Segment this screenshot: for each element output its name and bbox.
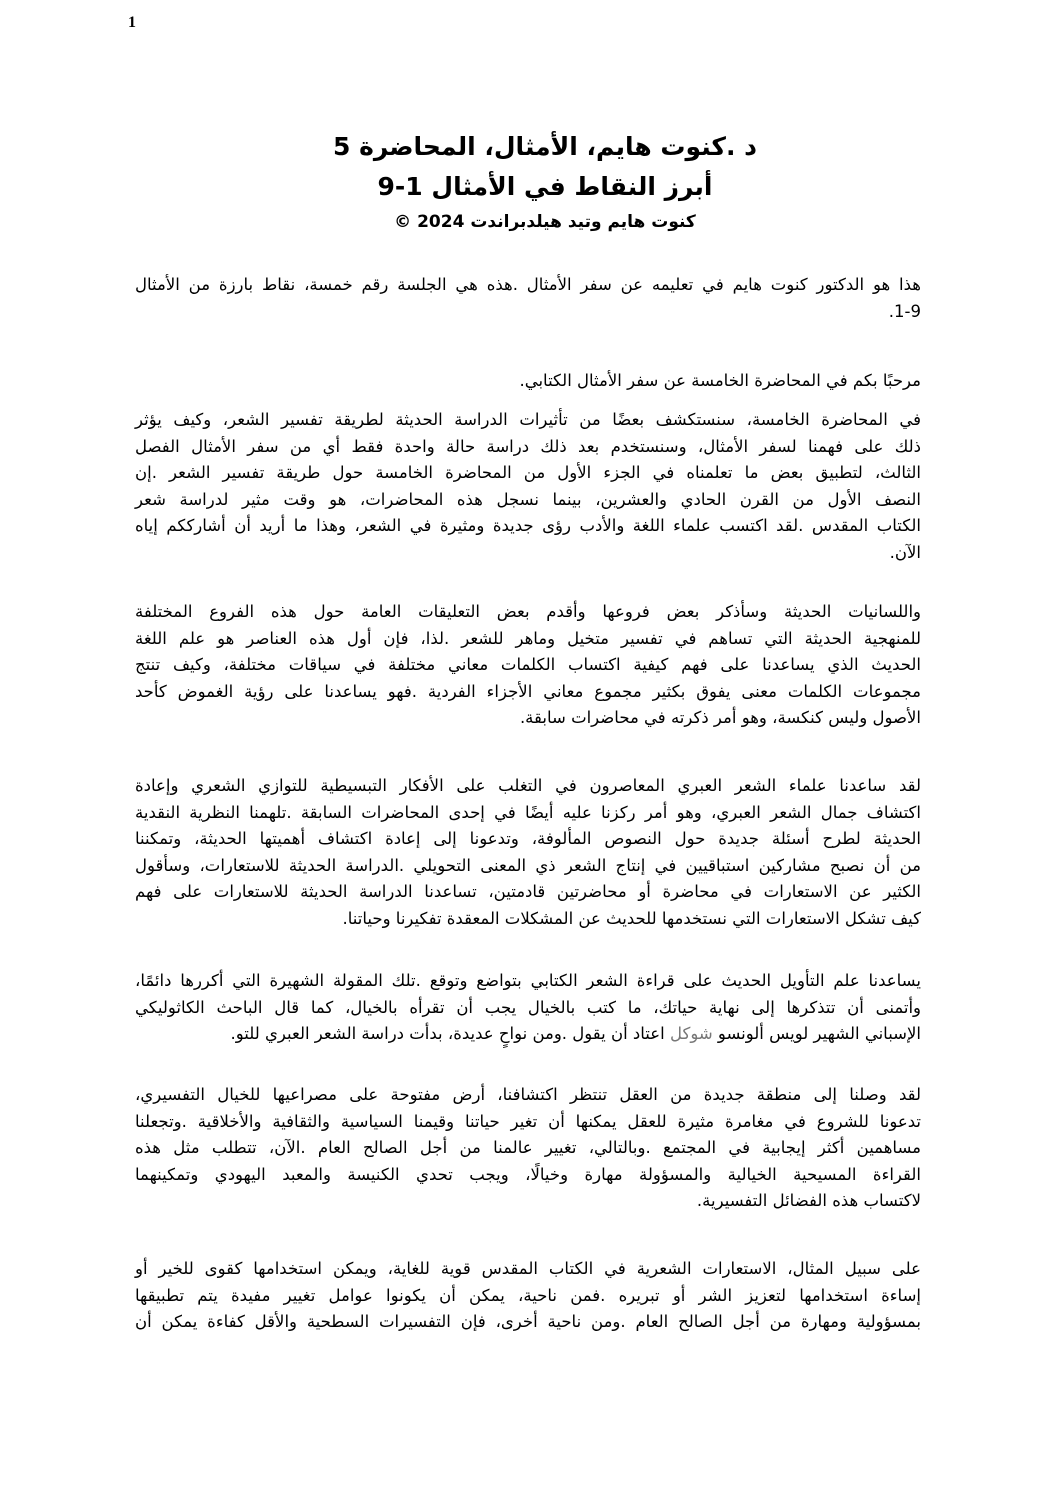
text-line: الكثير عن الاستعارات في محاضرة أو محاضرتين قادمتين، تساعدنا الدراسة الحديثة للاستعارات على فهم [135,882,921,902]
text-line: واللسانيات الحديثة وسأذكر بعض فروعها وأقدم بعض التعليقات العامة حول هذه الفروع المختلفة [135,602,921,621]
text-line: لاكتساب هذه الفضائل التفسيرية. [696,1191,921,1211]
text-line: في المحاضرة الخامسة، سنستكشف بعضًا من تأثيرات الدراسة الحديثة لطريقة تفسير الشعر، وكيف يؤثر [135,410,921,429]
text-line: الآن. [889,542,921,562]
text-line: تدعونا للشروع في مغامرة مثيرة للعقل يمكنها أن تغير حياتنا وقيمنا السياسية والثقافية والأخلاقية .وتجعلنا [135,1111,921,1131]
text-line: الحديثة لطرح أسئلة جديدة حول النصوص المألوفة، وتدعونا إلى إعادة اكتشاف أهميتها الحديثة، وتمكننا [135,829,921,849]
paragraph-2 [135,368,921,395]
text-line: ذلك على فهمنا لسفر الأمثال، وسنستخدم بعد ذلك دراسة حالة واحدة فقط أي من سفر الأمثال الفصل [135,436,921,456]
text-line: الحديث الذي يساعدنا على فهم كيفية اكتساب الكلمات معاني مختلفة في سياقات مختلفة، وكيف تنتج [135,655,921,675]
text-line: الثالث، لتطبيق بعض ما تعلمناه في الجزء الأول من المحاضرة الخامسة حول طريقة تفسير الشعر .إن [135,463,921,483]
text-line [135,1021,921,1048]
text-line: هذا هو الدكتور كنوت هايم في تعليمه عن سفر الأمثال .هذه هي الجلسة رقم خمسة، نقاط بارزة من الأمثال [135,275,921,294]
text-line: من أن نصبح مشاركين استباقيين في إنتاج الشعر ذي المعنى التحويلي .الدراسة الحديثة للاستعارات، وسأقول [135,855,921,875]
copyright-line: كنوت هايم وتيد هيلدبراندت 2024 © [394,212,696,232]
text-line: لقد ساعدنا علماء الشعر العبري المعاصرون في التغلب على الأفكار التبسيطية للتوازي الشعري وإعادة [135,776,921,795]
text-line: للمنهجية الحديثة التي تساهم في تفسير متخيل وماهر للشعر .لذا، فإن أول هذه العناصر هو علم اللغة [135,628,921,648]
text-line: على سبيل المثال، الاستعارات الشعرية في الكتاب المقدس قوية للغاية، ويمكن استخدامها كقوى للخير أو [135,1259,921,1278]
text-line: إساءة استخدامها لتعزيز الشر أو تبريره .فمن ناحية، يمكن أن يكونوا عوامل تغيير مفيدة يتم تطبيقها [135,1285,921,1305]
text-line: مجموعات الكلمات معنى يفوق بكثير مجموع معاني الأجزاء الفردية .فهو يساعدنا على رؤية الغموض كأحد [135,681,921,701]
text-line: مرحبًا بكم في المحاضرة الخامسة عن سفر الأمثال الكتابي. [519,371,921,390]
text-line: كيف تشكل الاستعارات التي نستخدمها للحديث عن المشكلات المعقدة تفكيرنا وحياتنا. [342,908,921,928]
paragraph-7 [135,1082,921,1215]
paragraph-1 [135,272,921,325]
page-number: 1 [128,14,136,31]
paragraph-6 [135,968,921,1048]
highlighted-name: شوكل [669,1024,713,1044]
text-line: الأصول وليس كنكسة، وهو أمر ذكرته في محاضرات سابقة. [519,708,921,728]
text-line: بمسؤولية ومهارة من أجل الصالح العام .ومن ناحية أخرى، فإن التفسيرات السطحية والأقل كفاءة يمكن أن [135,1312,921,1332]
text-line: 1-9. [888,301,921,321]
document-subtitle: أبرز النقاط في الأمثال 1-9 [377,172,713,201]
text-line: القراءة المسيحية الخيالية والمسؤولة مهارة وخيالًا، ويجب تحدي الكنيسة والمعبد اليهودي وتمكينهما [135,1164,921,1184]
paragraph-3 [135,407,921,567]
text-line: لقد وصلنا إلى منطقة جديدة من العقل تنتظر اكتشافنا، أرض مفتوحة على مصراعيها للخيال التفسيري، [135,1085,921,1104]
paragraph-8 [135,1256,921,1336]
text-line: اكتشاف جمال الشعر العبري، وهو أمر ركزنا عليه أيضًا في إحدى المحاضرات السابقة .تلهمنا النظرية النقدية [135,802,921,822]
text-line: النصف الأول من القرن الحادي والعشرين، بينما نسجل هذه المحاضرات، هو وقت مثير لدراسة شعر [135,489,921,509]
text-line: الكتاب المقدس .لقد اكتسب علماء اللغة والأدب رؤى جديدة ومثيرة في الشعر، وهذا ما أريد أن أشارككم إياه [135,516,921,536]
text-segment: الإسباني الشهير لويس ألونسو [712,1024,921,1044]
text-segment: اعتاد أن يقول .ومن نواحٍ عديدة، بدأت دراسة الشعر العبري للتو. [230,1024,670,1044]
text-line: يساعدنا علم التأويل الحديث على قراءة الشعر الكتابي بتواضع وتوقع .تلك المقولة الشهيرة التي أكررها دائمًا، [135,971,921,990]
text-line: مساهمين أكثر إيجابية في المجتمع .وبالتالي، تغيير عالمنا من أجل الصالح العام .الآن، تتطلب مثل هذه [135,1138,921,1158]
text-line: وأتمنى أن تتذكرها إلى نهاية حياتك، ما كتب بالخيال يجب أن تقرأه بالخيال، كما قال الباحث الكاثوليكي [135,997,921,1017]
paragraph-4 [135,599,921,732]
paragraph-5 [135,773,921,933]
document-title: د .كنوت هايم، الأمثال، المحاضرة 5 [332,132,758,161]
